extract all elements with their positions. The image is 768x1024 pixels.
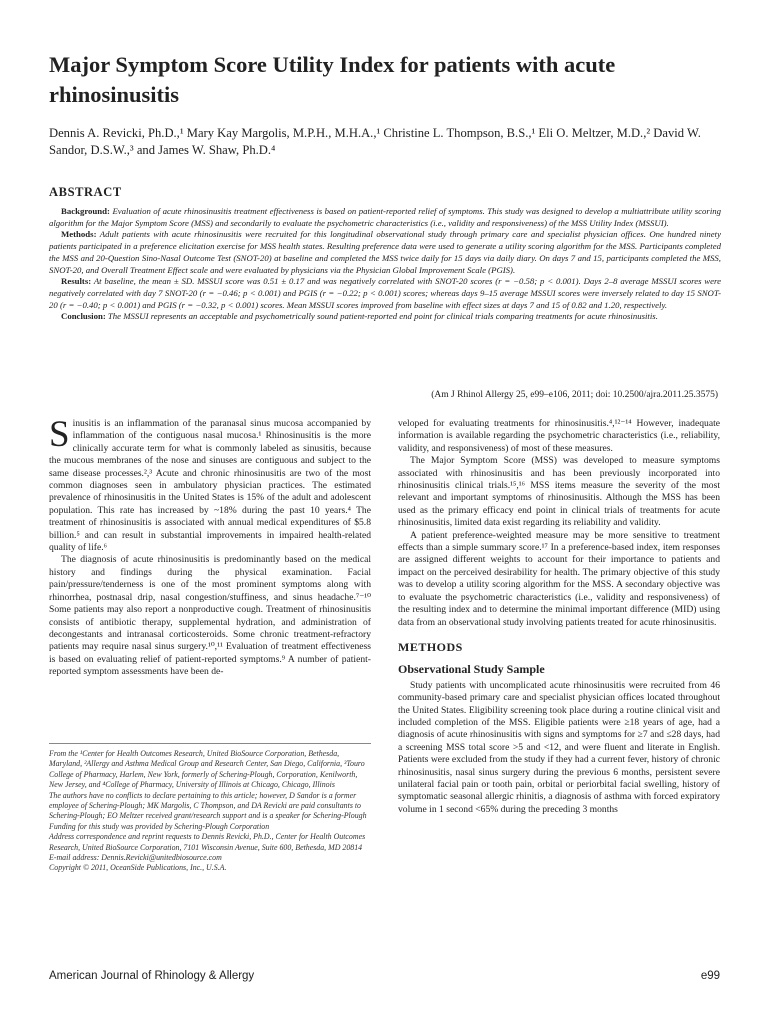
- abstract-results: [49, 276, 721, 311]
- citation-line: (Am J Rhinol Allergy 25, e99–e106, 2011; doi: 10.2500/ajra.2011.25.3575): [431, 390, 718, 400]
- intro-paragraph-4: The Major Symptom Score (MSS) was developed to measure symptoms associated with rhinosinusitis and has been previously incorporated into rhinosinusitis clinical trials.¹⁵,¹⁶ MSS items measure the severity of the most relevant and important symptoms of rhinosinusitis. Although the MSS has been used as the primary efficacy end point in clinical trials of treatments for acute rhinosinusitis, limited data exist regarding its reliability and validity.: [398, 455, 720, 529]
- footnote-conflicts: The authors have no conflicts to declare pertaining to this article; however, D Sandor is a former employee of Schering-Plough; MK Margolis, C Thompson, and DA Revicki are paid consultants to Schering-Plough; EO Meltzer received grant/research support and is a speaker for Schering-Plough: [49, 790, 367, 821]
- abstract-background-text: Evaluation of acute rhinosinusitis treatment effectiveness is based on patient-reported relief of symptoms. This study was designed to develop a multiattribute utility scoring algorithm for the Major Symptom Score (MSS) and secondarily to evaluate the psychometric characteristics (i.e., validity and responsiveness) of the MSS Utility Index (MSSUI).: [49, 206, 722, 228]
- intro-paragraph-1: [49, 414, 371, 554]
- intro-paragraph-5: A patient preference-weighted measure may be more sensitive to treatment effects than a simple summary score.¹⁷ In a preference-based index, item responses are assigned different weights to account for their importance to patients and impact on the perceived desirability for health. The primary objective of this study was to develop a utility scoring algorithm for the MSS. A secondary objective was to evaluate the psychometric characteristics (i.e., validity and responsiveness) of the resulting index and to determine the minimal important difference (MID) using data from an observational study involving patients treated for acute rhinosinusitis.: [398, 529, 720, 628]
- abstract-conclusion-label: Conclusion:: [61, 311, 106, 322]
- footnotes: [49, 743, 371, 874]
- footnote-funding: Funding for this study was provided by Schering-Plough Corporation: [49, 821, 270, 831]
- abstract-results-text: At baseline, the mean ± SD. MSSUI score was 0.51 ± 0.17 and was negatively correlated with SNOT-20 scores (r = −0.58; p < 0.001). Days 2–8 average MSSUI scores were negatively correlated with day 7 SNOT-20 (r = −0.46; p < 0.001) and PGIS (r = −0.22; p < 0.001) scores; whereas days 9–15 average MSSUI scores were inversely related to day 15 SNOT-20 (r = −0.40; p < 0.001) and PGIS (r = −0.32, p < 0.001) scores. Mean MSSUI scores improved from baseline with effect sizes at days 7 and 15 of 0.82 and 1.20, respectively.: [49, 276, 721, 310]
- journal-name: American Journal of Rhinology & Allergy: [49, 970, 255, 982]
- abstract-methods-label: Methods:: [61, 229, 97, 240]
- abstract-methods-text: Adult patients with acute rhinosinusitis were recruited for this longitudinal observational study through primary care and specialist physician offices. One hundred ninety patients participated in a preference elicitation exercise for MSS health states. Resulting preference data were used to generate a utility scoring algorithm for the MSS. Participants completed the MSS and 20-Question Sino-Nasal Outcome Test (SNOT-20) at baseline and completed the MSS twice daily for 15 days via daily diary. On days 7 and 15, participants completed the MSS, SNOT-20, and Overall Treatment Effect scale and were evaluated by physicians via the Physician Global Improvement Scale (PGIS).: [49, 229, 721, 275]
- abstract-conclusion-text: The MSSUI represents an acceptable and psychometrically sound patient-reported end point for clinical trials comparing treatments for acute rhinosinusitis.: [107, 311, 658, 322]
- abstract-body: [49, 206, 721, 323]
- methods-heading: METHODS: [398, 639, 463, 654]
- body-column-left: [49, 414, 371, 679]
- intro-paragraph-1-text: inusitis is an inflammation of the paranasal sinus mucosa accompanied by inflammation of the contiguous nasal mucosa.¹ Rhinosinusitis is the more clinically accurate term for what is commonly labeled as sinusitis, because the mucous membranes of the nose and sinuses are contiguous and subject to the same disease processes.²,³ Acute and chronic rhinosinusitis are two of the most common diagnoses seen in ambulatory physician practices. The estimated prevalence of rhinosinusitis in the United States is 15% of the adult and adolescent population. This rate has increased by ~18% during the past 10 years.⁴ The treatment of rhinosinusitis is associated with annual medical expenditures of $5.8 billion.⁵ and can result in substantial improvements in impaired health-related quality of life.⁶: [49, 418, 371, 554]
- footnote-affiliations: From the ¹Center for Health Outcomes Research, United BioSource Corporation, Bethesda, Maryland, ²Allergy and Asthma Medical Group and Research Center, San Diego, California, ³Touro College of Pharmacy, Harlem, New York, formerly of Schering-Plough, Corporation, Kenilworth, New Jersey, and ⁴College of Pharmacy, University of Illinois at Chicago, Chicago, Illinois: [49, 749, 365, 790]
- abstract-methods: [49, 229, 721, 276]
- intro-paragraph-3: veloped for evaluating treatments for rhinosinusitis.⁴,¹²⁻¹⁴ However, inadequate information is available regarding the psychometric characteristics (i.e., reliability, validity, and responsiveness) of most of these measures.: [398, 418, 720, 454]
- abstract-results-label: Results:: [61, 276, 92, 287]
- author-list: Dennis A. Revicki, Ph.D.,¹ Mary Kay Margolis, M.P.H., M.H.A.,¹ Christine L. Thompson, B.S.,¹ Eli O. Meltzer, M.D.,² David W. Sandor, D.S.W.,³ and James W. Shaw, Ph.D.⁴: [49, 126, 701, 157]
- study-sample-heading: Observational Study Sample: [398, 662, 545, 677]
- abstract-heading: ABSTRACT: [49, 185, 122, 199]
- footnote-email: E-mail address: Dennis.Revicki@unitedbiosource.com: [49, 853, 222, 863]
- abstract-conclusion: [49, 311, 721, 323]
- methods-paragraph-1: Study patients with uncomplicated acute rhinosinusitis were recruited from 46 community-based primary care and specialist physician offices located throughout the United States. Eligibility screening took place during a routine clinical visit and included completion of the MSS. Eligible patients were ≥18 years of age, had a diagnosis of acute rhinosinusitis with signs and symptoms for ≥7 and ≤28 days, had a screening MSS total score >5 and <12, and were fluent and literate in English. Patients were excluded from the study if they had a current fever, history of chronic rhinosinusitis, nasal sinus surgery during the previous 6 months, persistent severe unilateral facial pain or tooth pain, orbital or periorbital facial swelling, history of symptomatic seasonal allergic rhinitis, a diagnosis of asthma with forced expiratory volume in 1 second <65% during the preceding 3 months: [398, 679, 720, 815]
- abstract-background-label: Background:: [61, 206, 110, 216]
- page-number: e99: [700, 970, 720, 982]
- body-column-right: [398, 418, 720, 816]
- intro-paragraph-2: The diagnosis of acute rhinosinusitis is predominantly based on the medical history and findings during the physical examination. Facial pain/pressure/tenderness is one of the most prominent symptoms along with rhinorrhea, postnasal drip, nasal congestion/stuffiness, and sinus headache.⁷⁻¹⁰ Some patients may also report a nonproductive cough. Treatment of rhinosinusitis consists of antibiotic therapy, supplemental hydration, and administration of decongestants and intranasal corticosteroids. Some chronic treatment-refractory patients may require nasal sinus surgery.¹⁰,¹¹ Evaluation of treatment effectiveness is based on evaluating relief of patient-reported symptoms.⁹ A number of patient-reported symptom assessments have been de-: [49, 554, 371, 678]
- footnote-correspondence: Address correspondence and reprint requests to Dennis Revicki, Ph.D., Center for Health Outcomes Research, United BioSource Corporation, 7101 Wisconsin Avenue, Suite 600, Bethesda, MD 20814: [49, 832, 366, 852]
- drop-cap: S: [49, 414, 70, 455]
- footnote-copyright: Copyright © 2011, OceanSide Publications, Inc., U.S.A.: [49, 863, 227, 873]
- article-title: Major Symptom Score Utility Index for patients with acute rhinosinusitis: [49, 52, 616, 107]
- abstract-background: [49, 206, 721, 229]
